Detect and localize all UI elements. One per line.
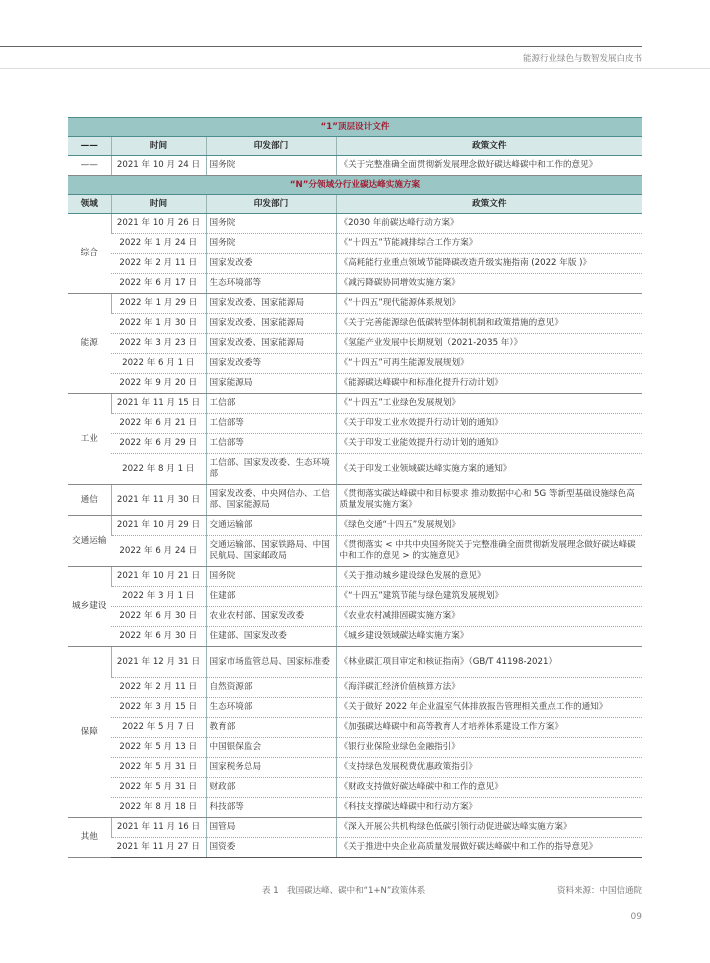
table-row: [68, 434, 642, 454]
dept-cell: 工信部等: [206, 434, 336, 454]
section-1-column-header: [68, 137, 642, 156]
col-header-doc: 政策文件: [336, 195, 642, 214]
date-cell: 2021 年 12 月 31 日: [111, 647, 206, 678]
date-cell: 2022 年 2 月 11 日: [111, 254, 206, 274]
col-header-doc: 政策文件: [336, 137, 642, 156]
date-cell: 2022 年 6 月 1 日: [111, 354, 206, 374]
doc-cell: 《支持绿色发展税费优惠政策指引》: [336, 758, 642, 778]
table-row: [68, 454, 642, 485]
table-row: [68, 374, 642, 394]
header-rule: [0, 46, 642, 47]
section-2-title: “N”分领域分行业碳达峰实施方案: [68, 176, 642, 195]
table-row: [68, 798, 642, 818]
doc-cell: 《减污降碳协同增效实施方案》: [336, 274, 642, 294]
table-row: [68, 678, 642, 698]
dept-cell: 交通运输部、国家铁路局、中国民航局、国家邮政局: [206, 536, 336, 567]
date-cell: 2021 年 10 月 26 日: [111, 214, 206, 234]
section-2-title-row: [68, 176, 642, 195]
col-header-dept: 印发部门: [206, 195, 336, 214]
running-header: 能源行业绿色与数智发展白皮书: [522, 54, 642, 64]
table-row: [68, 778, 642, 798]
table-row: [68, 587, 642, 607]
doc-cell: 《银行业保险业绿色金融指引》: [336, 738, 642, 758]
col-header-dept: 印发部门: [206, 137, 336, 156]
dept-cell: 国务院: [206, 214, 336, 234]
domain-cell: 城乡建设: [68, 567, 111, 647]
dept-cell: 生态环境部等: [206, 274, 336, 294]
col-header-date: 时间: [111, 195, 206, 214]
doc-cell: 《“十四五”可再生能源发展规划》: [336, 354, 642, 374]
date-cell: 2022 年 5 月 31 日: [111, 758, 206, 778]
doc-cell: 《贯彻落实 < 中共中央国务院关于完整准确全面贯彻新发展理念做好碳达峰碳中和工作的意见 > 的实施意见》: [336, 536, 642, 567]
dept-cell: 国家发改委: [206, 254, 336, 274]
dept-cell: 国务院: [206, 234, 336, 254]
section-1-title: “1”顶层设计文件: [68, 118, 642, 137]
dept-cell: 生态环境部: [206, 698, 336, 718]
date-cell: 2022 年 5 月 13 日: [111, 738, 206, 758]
doc-cell: 《绿色交通“十四五”发展规划》: [336, 516, 642, 536]
dept-cell: 国家发改委等: [206, 354, 336, 374]
table-row: [68, 234, 642, 254]
policy-table: [68, 117, 642, 858]
doc-cell: 《关于推动城乡建设绿色发展的意见》: [336, 567, 642, 587]
table-row: [68, 758, 642, 778]
dept-cell: 住建部: [206, 587, 336, 607]
date-cell: 2022 年 8 月 18 日: [111, 798, 206, 818]
table-row: [68, 838, 642, 858]
date-cell: 2022 年 3 月 15 日: [111, 698, 206, 718]
col-header-domain: 领域: [68, 195, 111, 214]
data-source: 资料来源：中国信通院: [556, 886, 642, 896]
date-cell: 2021 年 11 月 16 日: [111, 818, 206, 838]
table-row: [68, 627, 642, 647]
dept-cell: 工信部等: [206, 414, 336, 434]
table-row: [68, 536, 642, 567]
dept-cell: 教育部: [206, 718, 336, 738]
table-row: [68, 607, 642, 627]
dept-cell: 中国银保监会: [206, 738, 336, 758]
dept-cell: 国家发改委、国家能源局: [206, 334, 336, 354]
doc-cell: 《“十四五”现代能源体系规划》: [336, 294, 642, 314]
section-1-title-row: [68, 118, 642, 137]
doc-cell: 《深入开展公共机构绿色低碳引领行动促进碳达峰实施方案》: [336, 818, 642, 838]
doc-cell: 《关于完善能源绿色低碳转型体制机制和政策措施的意见》: [336, 314, 642, 334]
domain-cell: 工业: [68, 394, 111, 485]
dept-cell: 科技部等: [206, 798, 336, 818]
header-divider: [0, 68, 710, 69]
table-row: [68, 274, 642, 294]
date-cell: 2022 年 6 月 17 日: [111, 274, 206, 294]
doc-cell: 《“十四五”建筑节能与绿色建筑发展规划》: [336, 587, 642, 607]
table-caption: 表 1 我国碳达峰、碳中和“1+N”政策体系: [262, 886, 426, 896]
date-cell: 2022 年 3 月 23 日: [111, 334, 206, 354]
doc-cell: 《关于完整准确全面贯彻新发展理念做好碳达峰碳中和工作的意见》: [336, 156, 642, 176]
table-row: [68, 254, 642, 274]
col-header-domain: ——: [68, 137, 111, 156]
dept-cell: 交通运输部: [206, 516, 336, 536]
date-cell: 2022 年 9 月 20 日: [111, 374, 206, 394]
date-cell: 2022 年 8 月 1 日: [111, 454, 206, 485]
date-cell: 2022 年 6 月 21 日: [111, 414, 206, 434]
dept-cell: 财政部: [206, 778, 336, 798]
table-row: [68, 698, 642, 718]
doc-cell: 《“十四五”工业绿色发展规划》: [336, 394, 642, 414]
table-row: [68, 214, 642, 234]
table-row: [68, 314, 642, 334]
doc-cell: 《能源碳达峰碳中和标准化提升行动计划》: [336, 374, 642, 394]
doc-cell: 《2030 年前碳达峰行动方案》: [336, 214, 642, 234]
table-row: [68, 516, 642, 536]
doc-cell: 《关于做好 2022 年企业温室气体排放报告管理相关重点工作的通知》: [336, 698, 642, 718]
table-row: [68, 647, 642, 678]
date-cell: 2021 年 11 月 15 日: [111, 394, 206, 414]
doc-cell: 《城乡建设领域碳达峰实施方案》: [336, 627, 642, 647]
date-cell: 2022 年 1 月 29 日: [111, 294, 206, 314]
doc-cell: 《氢能产业发展中长期规划（2021-2035 年）》: [336, 334, 642, 354]
doc-cell: 《海洋碳汇经济价值核算方法》: [336, 678, 642, 698]
section-2-column-header: [68, 195, 642, 214]
doc-cell: 《关于推进中央企业高质量发展做好碳达峰碳中和工作的指导意见》: [336, 838, 642, 858]
domain-cell: 交通运输: [68, 516, 111, 567]
domain-cell: 其他: [68, 818, 111, 858]
table-row: [68, 485, 642, 516]
table-row: [68, 394, 642, 414]
date-cell: 2022 年 2 月 11 日: [111, 678, 206, 698]
dept-cell: 自然资源部: [206, 678, 336, 698]
doc-cell: 《关于印发工业水效提升行动计划的通知》: [336, 414, 642, 434]
dept-cell: 住建部、国家发改委: [206, 627, 336, 647]
col-header-date: 时间: [111, 137, 206, 156]
table-row: [68, 414, 642, 434]
dept-cell: 国家发改委、中央网信办、工信部、国家能源局: [206, 485, 336, 516]
doc-cell: 《财政支持做好碳达峰碳中和工作的意见》: [336, 778, 642, 798]
dept-cell: 工信部: [206, 394, 336, 414]
dept-cell: 国管局: [206, 818, 336, 838]
doc-cell: 《关于印发工业能效提升行动计划的通知》: [336, 434, 642, 454]
table-row: [68, 354, 642, 374]
dept-cell: 农业农村部、国家发改委: [206, 607, 336, 627]
date-cell: 2021 年 11 月 30 日: [111, 485, 206, 516]
table-row: [68, 334, 642, 354]
table-row: [68, 156, 642, 176]
date-cell: 2022 年 6 月 30 日: [111, 607, 206, 627]
doc-cell: 《加强碳达峰碳中和高等教育人才培养体系建设工作方案》: [336, 718, 642, 738]
doc-cell: 《高耗能行业重点领域节能降碳改造升级实施指南 (2022 年版 )》: [336, 254, 642, 274]
table-row: [68, 818, 642, 838]
table-row: [68, 738, 642, 758]
date-cell: 2022 年 5 月 31 日: [111, 778, 206, 798]
domain-cell: ——: [68, 156, 111, 176]
date-cell: 2022 年 6 月 30 日: [111, 627, 206, 647]
dept-cell: 工信部、国家发改委、生态环境部: [206, 454, 336, 485]
doc-cell: 《“十四五”节能减排综合工作方案》: [336, 234, 642, 254]
page-number: 09: [630, 912, 642, 922]
date-cell: 2021 年 11 月 27 日: [111, 838, 206, 858]
doc-cell: 《关于印发工业领域碳达峰实施方案的通知》: [336, 454, 642, 485]
domain-cell: 保障: [68, 647, 111, 818]
table-row: [68, 567, 642, 587]
dept-cell: 国家发改委、国家能源局: [206, 294, 336, 314]
date-cell: 2022 年 1 月 24 日: [111, 234, 206, 254]
doc-cell: 《林业碳汇项目审定和核证指南》（GB/T 41198-2021）: [336, 647, 642, 678]
doc-cell: 《农业农村减排固碳实施方案》: [336, 607, 642, 627]
table-row: [68, 294, 642, 314]
dept-cell: 国家市场监管总局、国家标准委: [206, 647, 336, 678]
dept-cell: 国务院: [206, 156, 336, 176]
dept-cell: 国家税务总局: [206, 758, 336, 778]
dept-cell: 国家发改委、国家能源局: [206, 314, 336, 334]
domain-cell: 能源: [68, 294, 111, 394]
dept-cell: 国家能源局: [206, 374, 336, 394]
date-cell: 2022 年 6 月 24 日: [111, 536, 206, 567]
domain-cell: 综合: [68, 214, 111, 294]
doc-cell: 《贯彻落实碳达峰碳中和目标要求 推动数据中心和 5G 等新型基础设施绿色高质量发展实施方案》: [336, 485, 642, 516]
date-cell: 2022 年 5 月 7 日: [111, 718, 206, 738]
date-cell: 2022 年 6 月 29 日: [111, 434, 206, 454]
domain-cell: 通信: [68, 485, 111, 516]
dept-cell: 国务院: [206, 567, 336, 587]
date-cell: 2022 年 1 月 30 日: [111, 314, 206, 334]
date-cell: 2021 年 10 月 29 日: [111, 516, 206, 536]
doc-cell: 《科技支撑碳达峰碳中和行动方案》: [336, 798, 642, 818]
dept-cell: 国资委: [206, 838, 336, 858]
table-row: [68, 718, 642, 738]
date-cell: 2021 年 10 月 21 日: [111, 567, 206, 587]
date-cell: 2022 年 3 月 1 日: [111, 587, 206, 607]
date-cell: 2021 年 10 月 24 日: [111, 156, 206, 176]
